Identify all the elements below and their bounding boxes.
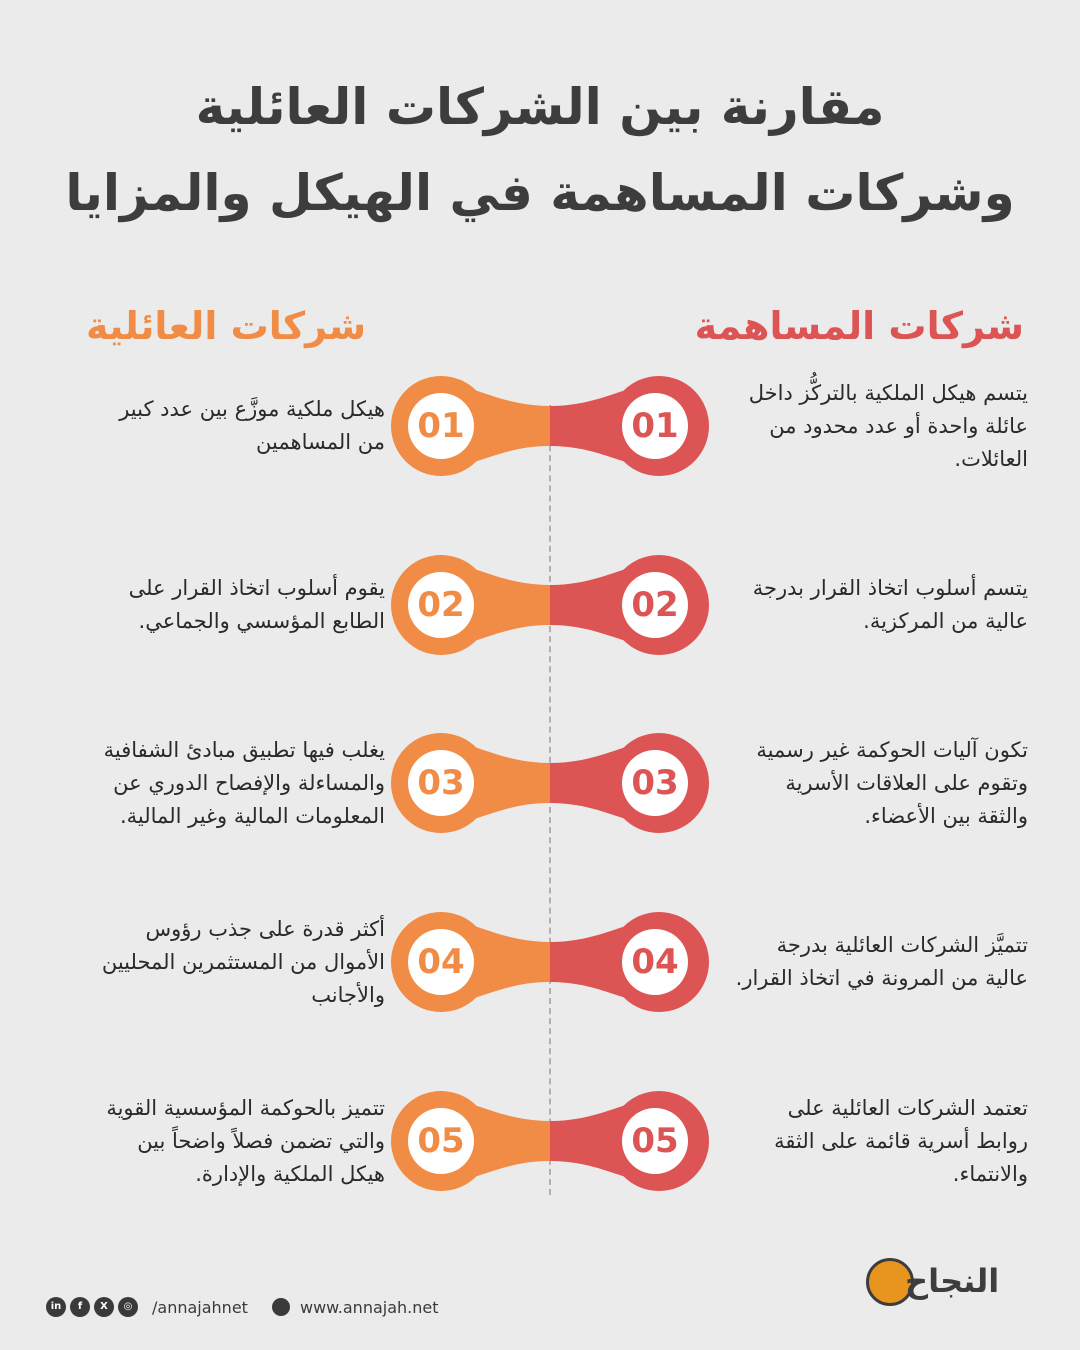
social-icons xyxy=(46,1297,138,1317)
page-title-line-1: مقارنة بين الشركات العائلية xyxy=(195,78,885,136)
row-number-right: 01 xyxy=(622,393,688,459)
row-number-left: 03 xyxy=(408,750,474,816)
joint-stock-text: تعتمد الشركات العائلية على روابط أسرية قائمة على الثقة والانتماء. xyxy=(774,1095,1028,1186)
row-number-left: 02 xyxy=(408,572,474,638)
joint-stock-text: تتميَّز الشركات العائلية بدرجة عالية من المرونة في اتخاذ القرار. xyxy=(735,933,1028,990)
comparison-row xyxy=(0,1091,1080,1191)
row-number-right: 04 xyxy=(622,929,688,995)
family-text: هيكل ملكية موزَّع بين عدد كبير من المساهمين xyxy=(119,397,385,454)
row-number-left: 04 xyxy=(408,929,474,995)
instagram-icon[interactable]: ◎ xyxy=(118,1297,138,1317)
comparison-row xyxy=(0,376,1080,476)
joint-stock-text: تكون آليات الحوكمة غير رسمية وتقوم على العلاقات الأسرية والثقة بين الأعضاء. xyxy=(756,737,1028,828)
comparison-row xyxy=(0,912,1080,1012)
family-text: أكثر قدرة على جذب رؤوس الأموال من المستثمرين المحليين والأجانب xyxy=(101,916,385,1007)
facebook-icon[interactable]: f xyxy=(70,1297,90,1317)
comparison-row xyxy=(0,733,1080,833)
social-handle[interactable]: /annajahnet xyxy=(152,1298,248,1317)
comparison-row xyxy=(0,555,1080,655)
page-title-line-2: وشركات المساهمة في الهيكل والمزايا xyxy=(65,164,1015,222)
row-number-left: 05 xyxy=(408,1108,474,1174)
family-text: تتميز بالحوكمة المؤسسية القوية والتي تضمن فصلاً واضحاً بين هيكل الملكية والإدارة. xyxy=(106,1095,385,1186)
family-text: يقوم أسلوب اتخاذ القرار على الطابع المؤسسي والجماعي. xyxy=(128,576,385,633)
website-link[interactable]: www.annajah.net xyxy=(300,1298,439,1317)
x-icon[interactable]: X xyxy=(94,1297,114,1317)
joint-stock-text: يتسم أسلوب اتخاذ القرار بدرجة عالية من المركزية. xyxy=(752,576,1028,633)
family-text: يغلب فيها تطبيق مبادئ الشفافية والمساءلة والإفصاح الدوري عن المعلومات المالية وغير المالية. xyxy=(103,737,385,828)
joint-stock-text: يتسم هيكل الملكية بالتركُّز داخل عائلة واحدة أو عدد محدود من العائلات. xyxy=(748,380,1028,471)
column-heading-joint-stock: شركات المساهمة xyxy=(694,304,1024,348)
linkedin-icon[interactable]: in xyxy=(46,1297,66,1317)
brand-name: النجاح xyxy=(905,1262,1000,1300)
row-number-right: 02 xyxy=(622,572,688,638)
globe-icon xyxy=(272,1298,290,1316)
row-number-right: 03 xyxy=(622,750,688,816)
row-number-right: 05 xyxy=(622,1108,688,1174)
row-number-left: 01 xyxy=(408,393,474,459)
column-heading-family: شركات العائلية xyxy=(86,304,367,348)
